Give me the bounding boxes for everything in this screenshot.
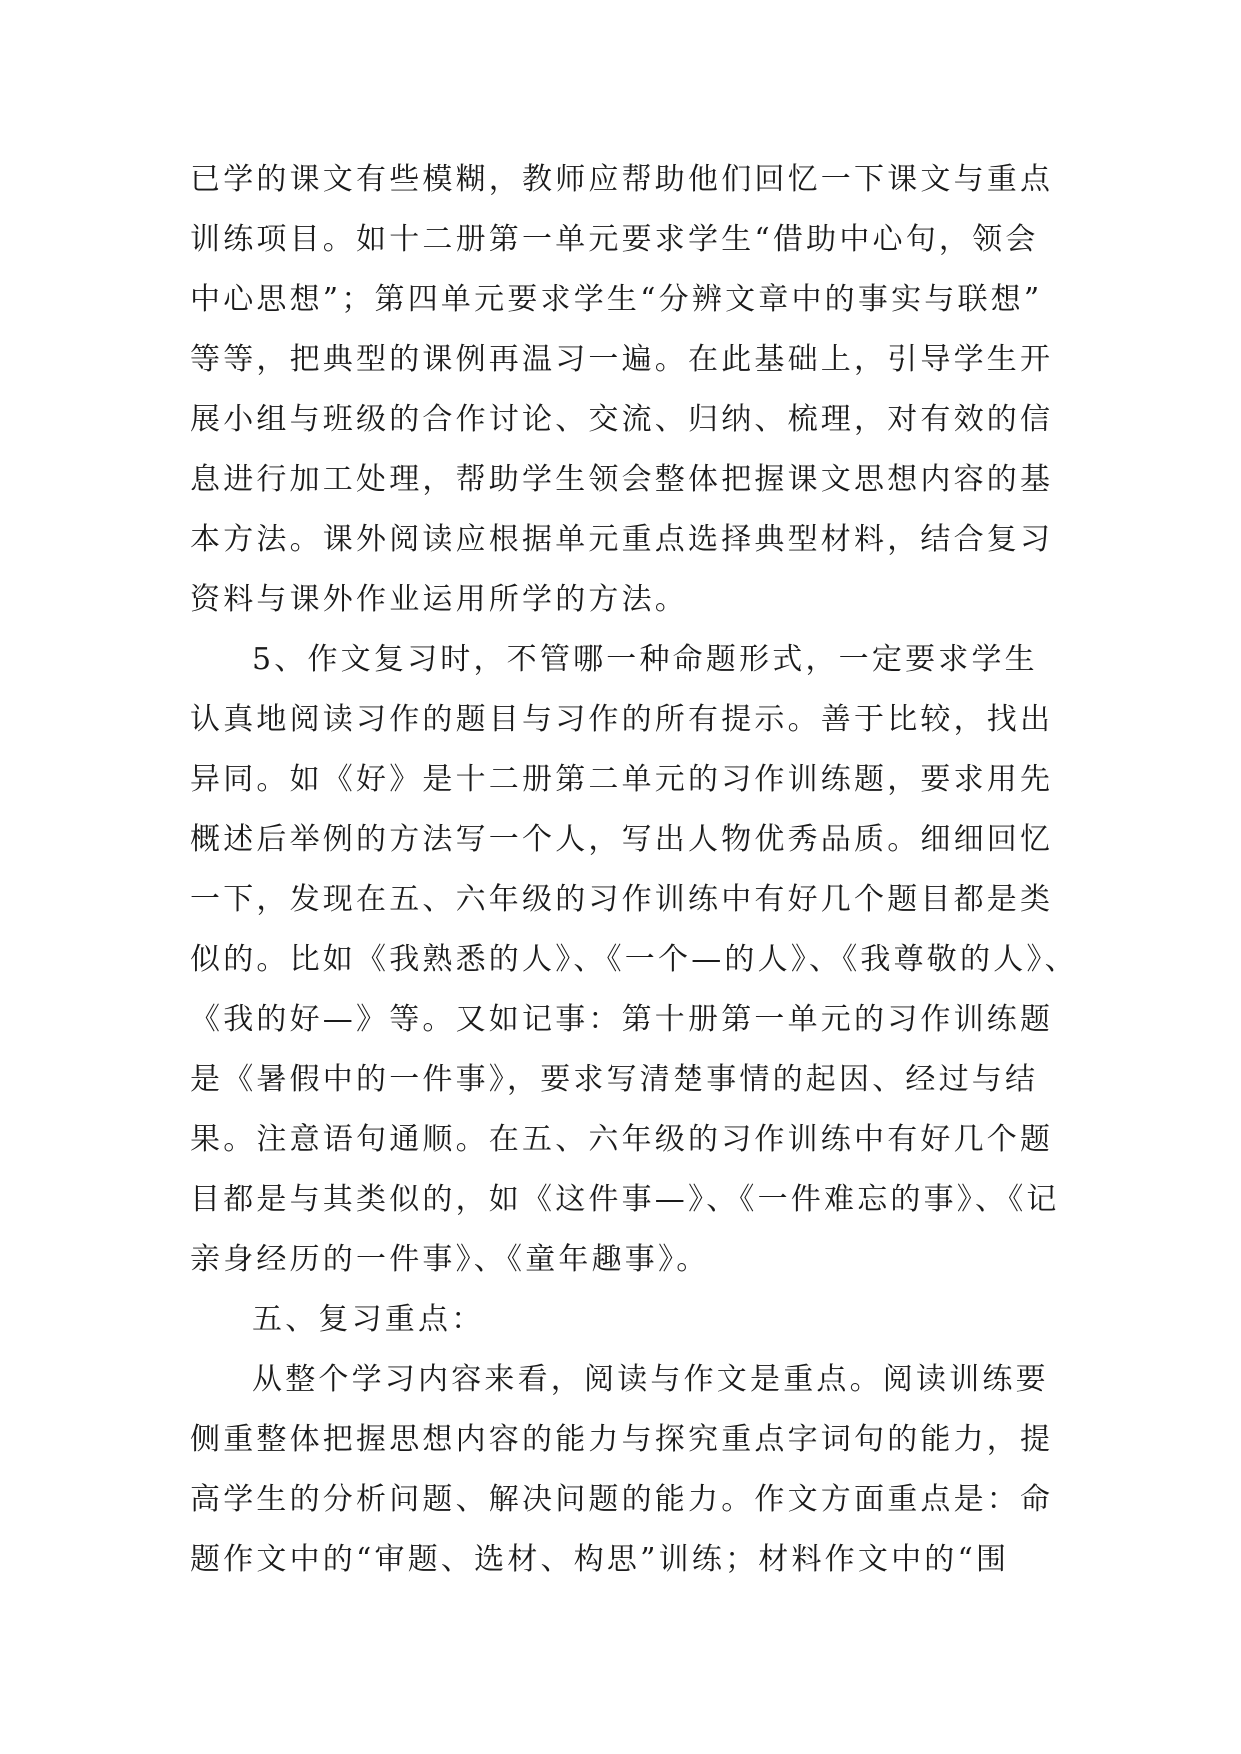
text-line: 果。注意语句通顺。在五、六年级的习作训练中有好几个题 [190,1122,1054,1157]
text-line: 概述后举例的方法写一个人，写出人物优秀品质。细细回忆 [190,822,1054,857]
text-line: 等等，把典型的课例再温习一遍。在此基础上，引导学生开 [190,342,1054,377]
document-body [190,150,1078,1590]
text-line: 5、作文复习时，不管哪一种命题形式，一定要求学生 [252,642,1038,677]
text-line: 中心思想”；第四单元要求学生“分辨文章中的事实与联想” [190,282,1043,317]
text-line: 似的。比如《我熟悉的人》、《一个—的人》、《我尊敬的人》、 [190,942,1078,977]
text-line: 是《暑假中的一件事》，要求写清楚事情的起因、经过与结 [190,1062,1039,1097]
text-line: 息进行加工处理，帮助学生领会整体把握课文思想内容的基 [190,462,1054,497]
text-line: 目都是与其类似的，如《这件事—》、《一件难忘的事》、《记 [190,1182,1060,1217]
text-line: 训练项目。如十二册第一单元要求学生“借助中心句，领会 [190,222,1039,257]
text-line: 《我的好—》等。又如记事：第十册第一单元的习作训练题 [190,1002,1054,1037]
text-line: 从整个学习内容来看，阅读与作文是重点。阅读训练要 [252,1362,1049,1397]
text-line: 展小组与班级的合作讨论、交流、归纳、梳理，对有效的信 [190,402,1054,437]
text-line: 亲身经历的一件事》、《童年趣事》。 [190,1242,710,1277]
text-line: 认真地阅读习作的题目与习作的所有提示。善于比较，找出 [190,702,1054,737]
text-line: 异同。如《好》是十二册第二单元的习作训练题，要求用先 [190,762,1054,797]
text-line: 一下，发现在五、六年级的习作训练中有好几个题目都是类 [190,882,1054,917]
text-line: 侧重整体把握思想内容的能力与探究重点字词句的能力，提 [190,1422,1054,1457]
text-line: 五、复习重点： [252,1302,485,1337]
text-line: 资料与课外作业运用所学的方法。 [190,582,688,617]
text-line: 本方法。课外阅读应根据单元重点选择典型材料，结合复习 [190,522,1054,557]
text-line: 高学生的分析问题、解决问题的能力。作文方面重点是：命 [190,1482,1054,1517]
text-line: 题作文中的“审题、选材、构思”训练；材料作文中的“围 [190,1542,1010,1577]
text-line: 已学的课文有些模糊，教师应帮助他们回忆一下课文与重点 [190,162,1054,197]
